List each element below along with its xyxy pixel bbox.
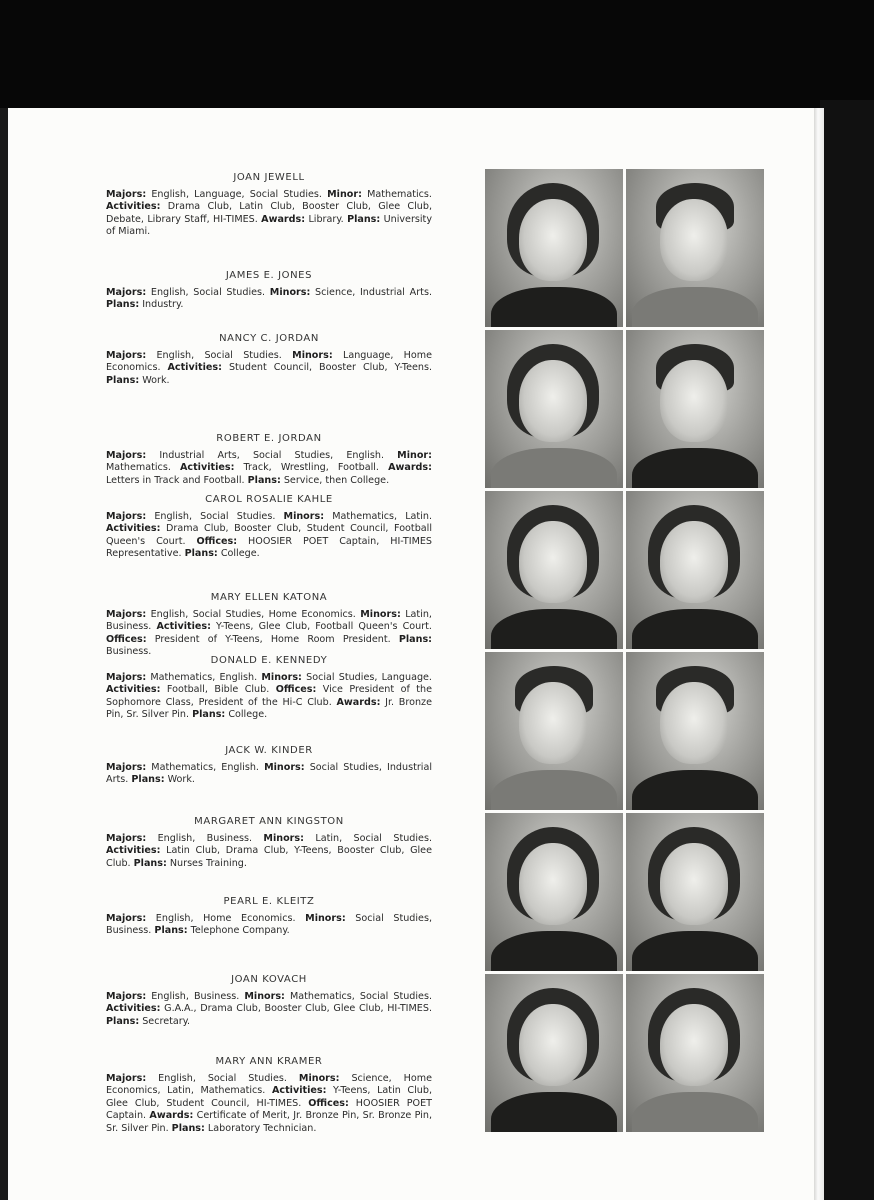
senior-entry (106, 816, 432, 870)
detail-label: Plans: (192, 709, 226, 721)
portrait-face (519, 521, 587, 603)
detail-label: Plans: (106, 374, 140, 386)
portrait-face (660, 843, 728, 925)
senior-portrait (485, 330, 623, 488)
detail-text: Vice President of the Sophomore Class, President of the Hi-C Club. (106, 684, 432, 708)
detail-text: English, Social Studies. (146, 510, 284, 522)
detail-label: Awards: (336, 696, 381, 708)
portrait-face (519, 360, 587, 442)
detail-label: Plans: (184, 548, 218, 560)
detail-text: College. (225, 709, 268, 721)
detail-text: Nurses Training. (166, 857, 247, 869)
detail-text: Drama Club, Booster Club, Student Council, Football Queen's Court. (106, 523, 432, 547)
senior-details (106, 762, 432, 787)
detail-label: Activities: (179, 462, 235, 474)
senior-entry (106, 655, 432, 722)
detail-label: Offices: (106, 633, 147, 645)
portrait-clothing (632, 931, 758, 971)
detail-label: Majors: (106, 1072, 147, 1084)
senior-details (106, 991, 432, 1029)
senior-name: CAROL ROSALIE KAHLE (205, 494, 333, 505)
portrait-face (660, 360, 728, 442)
detail-label: Activities: (271, 1085, 327, 1097)
detail-text: English, Language, Social Studies. (146, 188, 328, 200)
detail-text: Service, then College. (280, 474, 390, 486)
detail-text: Mathematics, English. (146, 671, 262, 683)
senior-name: PEARL E. KLEITZ (223, 896, 315, 907)
senior-entry (106, 974, 432, 1028)
portrait-clothing (491, 287, 617, 327)
detail-text: English, Business. (146, 990, 245, 1002)
detail-label: Majors: (106, 608, 147, 620)
detail-label: Activities: (106, 845, 161, 857)
page-left-shadow (0, 108, 8, 1200)
senior-name: NANCY C. JORDAN (219, 333, 319, 344)
senior-name: MARGARET ANN KINGSTON (194, 816, 344, 827)
detail-text: Social Studies, Industrial Arts. (106, 761, 432, 786)
detail-label: Plans: (154, 925, 188, 937)
senior-details (106, 287, 432, 312)
detail-text: Football, Bible Club. (160, 684, 276, 696)
portrait-face (660, 1004, 728, 1086)
senior-details (106, 672, 432, 722)
detail-label: Majors: (106, 990, 147, 1002)
detail-label: Activities: (106, 201, 161, 213)
detail-text: Language, Home Economics. (106, 349, 432, 374)
detail-text: Social Studies, Business. (106, 912, 432, 937)
senior-details (106, 350, 432, 388)
portrait-clothing (491, 609, 617, 649)
portrait-clothing (632, 448, 758, 488)
detail-text: English, Social Studies, Home Economics. (146, 608, 361, 620)
detail-label: Plans: (398, 633, 432, 645)
senior-details (106, 913, 432, 938)
detail-text: President of Y-Teens, Home Room President. (146, 633, 399, 645)
detail-label: Plans: (347, 213, 381, 225)
detail-label: Minors: (269, 286, 311, 298)
detail-text: Student Council, Booster Club, Y-Teens. (221, 362, 433, 374)
detail-text: Letters in Track and Football. (106, 474, 248, 486)
detail-text: HOOSIER POET Captain. (106, 1097, 432, 1122)
detail-label: Activities: (156, 621, 211, 633)
detail-text: Y-Teens, Glee Club, Football Queen's Court. (210, 621, 432, 633)
senior-name: JOAN KOVACH (231, 974, 307, 985)
detail-text: English, Social Studies. (146, 286, 270, 298)
senior-details (106, 511, 432, 561)
detail-text: Mathematics. (106, 462, 180, 474)
senior-portrait (626, 652, 764, 810)
portrait-face (519, 1004, 587, 1086)
detail-label: Majors: (106, 349, 147, 361)
detail-label: Minors: (263, 832, 304, 844)
detail-text: University of Miami. (106, 213, 432, 238)
senior-portrait (485, 813, 623, 971)
portrait-clothing (491, 770, 617, 810)
detail-text: English, Social Studies. (146, 349, 293, 361)
detail-label: Plans: (106, 1015, 140, 1027)
senior-details (106, 609, 432, 659)
senior-name: JAMES E. JONES (225, 270, 313, 281)
detail-text: Jr. Bronze Pin, Sr. Silver Pin. (106, 696, 432, 721)
detail-text: Science, Industrial Arts. (310, 286, 432, 298)
portrait-face (660, 199, 728, 281)
senior-entry (106, 270, 432, 312)
portrait-face (519, 199, 587, 281)
portrait-clothing (632, 1092, 758, 1132)
portrait-clothing (491, 448, 617, 488)
detail-label: Majors: (106, 286, 147, 298)
senior-entry (106, 433, 432, 487)
portrait-face (660, 682, 728, 764)
detail-label: Minors: (283, 510, 325, 522)
detail-label: Plans: (133, 857, 167, 869)
senior-details (106, 1073, 432, 1136)
senior-entry (106, 1056, 432, 1136)
detail-text: HOOSIER POET Captain, HI-TIMES Representative. (106, 535, 432, 560)
detail-label: Majors: (106, 761, 147, 773)
senior-entry (106, 896, 432, 938)
detail-text: Library. (305, 213, 348, 225)
senior-portrait (626, 330, 764, 488)
detail-label: Minors: (261, 671, 302, 683)
detail-label: Offices: (196, 535, 238, 547)
detail-label: Activities: (167, 362, 222, 374)
detail-text: G.A.A., Drama Club, Booster Club, Glee Club, HI-TIMES. (160, 1003, 432, 1015)
detail-label: Activities: (106, 523, 161, 535)
detail-text: Certificate of Merit, Jr. Bronze Pin, Sr. Bronze Pin, Sr. Silver Pin. (106, 1110, 432, 1134)
portrait-clothing (632, 609, 758, 649)
detail-text: Mathematics, Social Studies. (284, 990, 432, 1002)
yearbook-page (8, 108, 814, 1200)
detail-text: Drama Club, Latin Club, Booster Club, Glee Club, Debate, Library Staff, HI-TIMES. (106, 201, 432, 225)
senior-entry (106, 592, 432, 659)
detail-label: Minors: (298, 1072, 340, 1084)
detail-text: Track, Wrestling, Football. (234, 462, 389, 474)
detail-label: Plans: (106, 299, 140, 311)
senior-entry (106, 745, 432, 787)
page-edge (814, 108, 824, 1200)
detail-text: Business. (106, 646, 152, 658)
senior-name: MARY ANN KRAMER (215, 1056, 323, 1067)
detail-label: Minors: (305, 912, 346, 924)
detail-text: English, Social Studies. (146, 1072, 299, 1084)
senior-portrait (485, 974, 623, 1132)
portrait-clothing (632, 770, 758, 810)
detail-label: Majors: (106, 510, 147, 522)
detail-label: Minors: (360, 608, 401, 620)
senior-name: ROBERT E. JORDAN (216, 433, 322, 444)
portrait-face (660, 521, 728, 603)
senior-details (106, 189, 432, 239)
detail-text: Latin, Social Studies. (303, 832, 432, 844)
detail-label: Activities: (106, 684, 161, 696)
detail-text: English, Business. (146, 832, 264, 844)
detail-text: Work. (139, 374, 170, 386)
detail-text: Social Studies, Language. (301, 671, 432, 683)
detail-label: Awards: (388, 462, 432, 474)
detail-label: Plans: (131, 774, 165, 786)
detail-label: Minors: (292, 349, 333, 361)
detail-label: Plans: (247, 474, 281, 486)
senior-portrait (626, 169, 764, 327)
detail-label: Majors: (106, 449, 147, 461)
senior-portrait (485, 491, 623, 649)
senior-portrait (626, 813, 764, 971)
senior-details (106, 450, 432, 488)
senior-name: JACK W. KINDER (225, 745, 313, 756)
detail-text: Latin, Business. (106, 608, 432, 633)
scan-background (0, 0, 874, 112)
senior-entry (106, 333, 432, 387)
detail-label: Minors: (264, 761, 305, 773)
senior-portrait (485, 652, 623, 810)
detail-text: College. (217, 548, 260, 560)
senior-name: JOAN JEWELL (233, 172, 305, 183)
page-right-shadow (820, 100, 874, 1200)
detail-label: Minor: (327, 188, 362, 200)
senior-name: DONALD E. KENNEDY (210, 655, 328, 666)
senior-portrait (626, 491, 764, 649)
detail-label: Activities: (106, 1003, 161, 1015)
detail-text: Industry. (139, 299, 184, 311)
detail-text: Laboratory Technician. (204, 1122, 317, 1134)
senior-portrait (485, 169, 623, 327)
senior-entry (106, 172, 432, 239)
portrait-face (519, 682, 587, 764)
detail-label: Offices: (308, 1097, 349, 1109)
detail-label: Minors: (244, 990, 285, 1002)
detail-text: Secretary. (139, 1015, 191, 1027)
detail-label: Majors: (106, 188, 147, 200)
detail-text: Mathematics. (361, 188, 432, 200)
portrait-face (519, 843, 587, 925)
portrait-clothing (491, 1092, 617, 1132)
senior-portrait (626, 974, 764, 1132)
detail-text: Telephone Company. (187, 925, 290, 937)
detail-text: Mathematics, Latin. (324, 510, 432, 522)
detail-text: English, Home Economics. (146, 912, 306, 924)
detail-text: Industrial Arts, Social Studies, English. (146, 449, 398, 461)
detail-text: Science, Home Economics, Latin, Mathematics. (106, 1072, 432, 1097)
detail-label: Majors: (106, 832, 147, 844)
senior-entry (106, 494, 432, 561)
detail-label: Minor: (397, 449, 432, 461)
detail-label: Offices: (275, 684, 317, 696)
detail-label: Majors: (106, 671, 147, 683)
detail-label: Awards: (149, 1110, 194, 1122)
portrait-clothing (632, 287, 758, 327)
detail-text: Y-Teens, Latin Club, Glee Club, Student Council, HI-TIMES. (106, 1085, 432, 1109)
portrait-clothing (491, 931, 617, 971)
detail-text: Work. (164, 774, 195, 786)
detail-label: Plans: (171, 1122, 205, 1134)
senior-name: MARY ELLEN KATONA (210, 592, 328, 603)
detail-label: Majors: (106, 912, 147, 924)
detail-label: Awards: (261, 213, 306, 225)
detail-text: Latin Club, Drama Club, Y-Teens, Booster Club, Glee Club. (106, 845, 432, 869)
detail-text: Mathematics, English. (146, 761, 265, 773)
senior-details (106, 833, 432, 871)
